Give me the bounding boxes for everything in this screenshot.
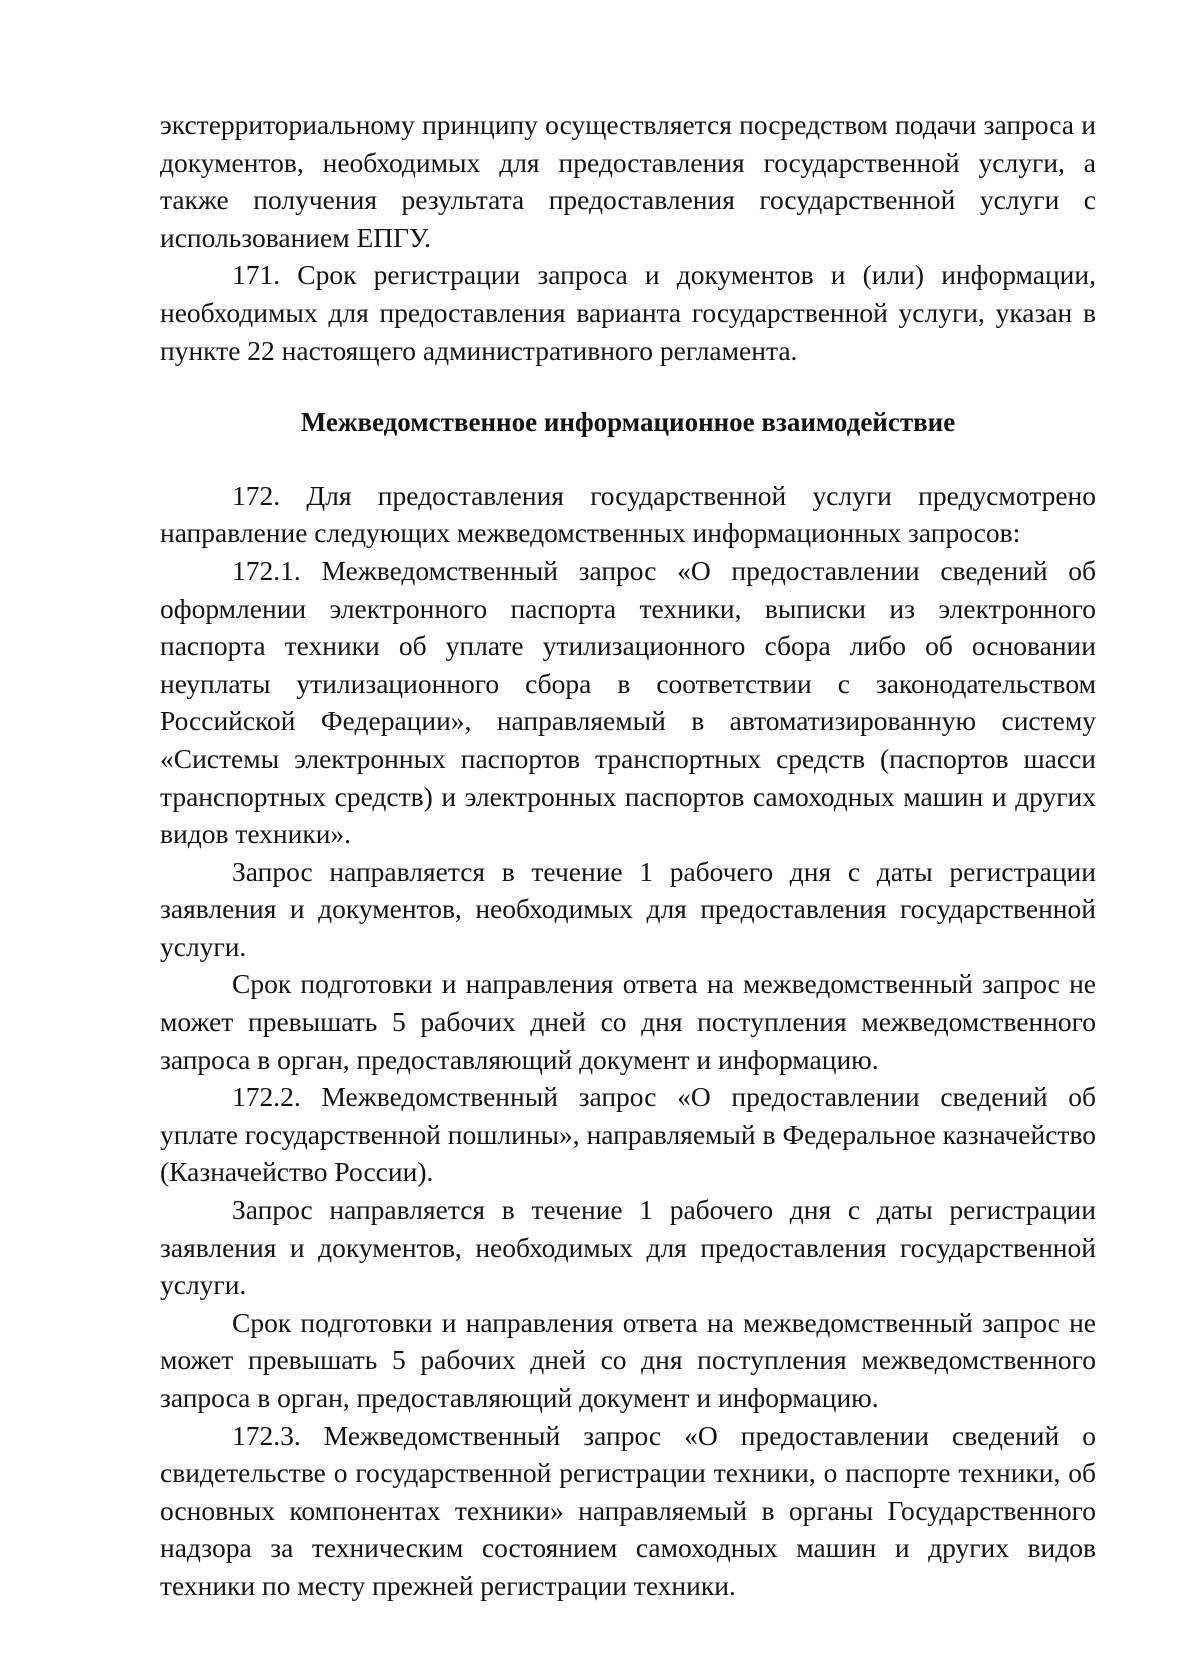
- paragraph-172-1: 172.1. Межведомственный запрос «О предоставлении сведений об оформлении электронного паспорта техники, выписки из электронного паспорта техники об уплате утилизационного сбора либо об основании неуплаты утилизационного сбора в соответствии с законодательством Российской Федерации», направляемый в автоматизированную систему «Системы электронных паспортов транспортных средств (паспортов шасси транспортных средств) и электронных паспортов самоходных машин и других видов техники».: [160, 554, 1096, 850]
- section-heading: Межведомственное информационное взаимодействие: [300, 407, 956, 438]
- paragraph-172-2: 172.2. Межведомственный запрос «О предоставлении сведений об уплате государственной пошлины», направляемый в Федеральное казначейство (Казначейство России).: [160, 1081, 1096, 1188]
- paragraph-172-1-response-deadline: Срок подготовки и направления ответа на межведомственный запрос не может превышать 5 рабочих дней со дня поступления межведомственного запроса в орган, предоставляющий документ и информацию.: [160, 968, 1096, 1075]
- paragraph-continuation: экстерриториальному принципу осуществляется посредством подачи запроса и документов, необходимых для предоставления государственной услуги, а также получения результата предоставления государственной услуги с использованием ЕПГУ.: [160, 109, 1096, 253]
- paragraph-172-3: 172.3. Межведомственный запрос «О предоставлении сведений о свидетельстве о государственной регистрации техники, о паспорте техники, об основных компонентах техники» направляемый в органы Государственного надзора за техническим состоянием самоходных машин и других видов техники по месту прежней регистрации техники.: [160, 1419, 1096, 1601]
- paragraph-172-2-request-timing: Запрос направляется в течение 1 рабочего дня с даты регистрации заявления и документов, необходимых для предоставления государственной услуги.: [160, 1194, 1096, 1301]
- paragraph-172-1-request-timing: Запрос направляется в течение 1 рабочего дня с даты регистрации заявления и документов, необходимых для предоставления государственной услуги.: [160, 855, 1096, 962]
- paragraph-172: 172. Для предоставления государственной услуги предусмотрено направление следующих межведомственных информационных запросов:: [160, 479, 1096, 549]
- document-body: [160, 106, 1096, 1605]
- paragraph-172-2-response-deadline: Срок подготовки и направления ответа на межведомственный запрос не может превышать 5 рабочих дней со дня поступления межведомственного запроса в орган, предоставляющий документ и информацию.: [160, 1306, 1096, 1413]
- paragraph-171: 171. Срок регистрации запроса и документов и (или) информации, необходимых для предоставления варианта государственной услуги, указан в пункте 22 настоящего административного регламента.: [160, 259, 1096, 366]
